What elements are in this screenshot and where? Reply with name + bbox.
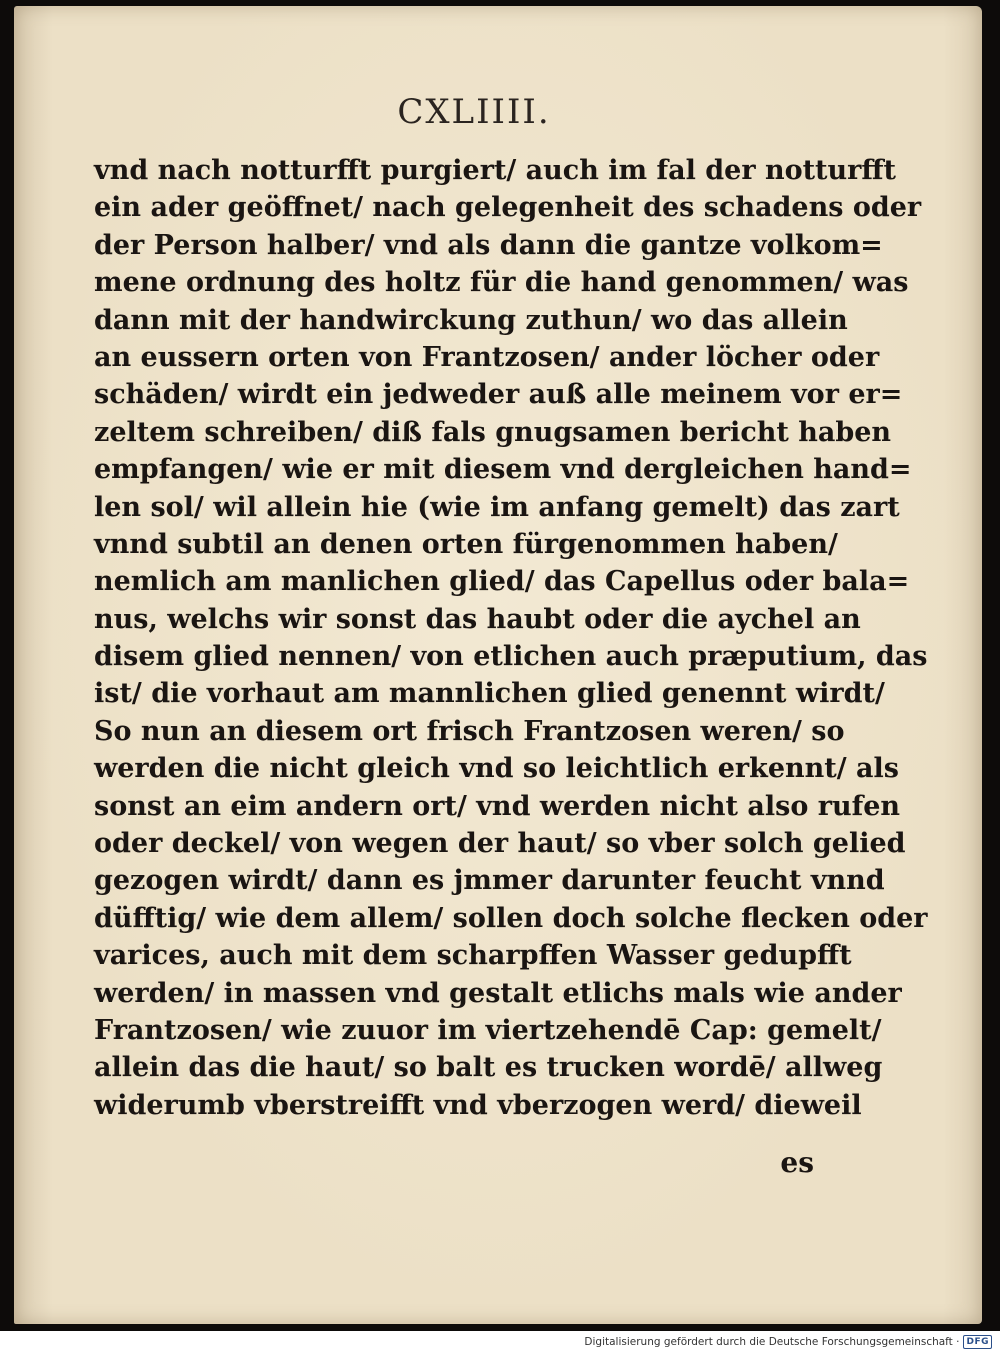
text-line: gezogen wirdt/ dann es jmmer darunter feucht vnnd bbox=[94, 865, 885, 897]
text-line: vnd nach notturfft purgiert/ auch im fal der notturfft bbox=[94, 155, 897, 186]
text-line: Frantzosen/ wie zuuor im viertzehendē Cap: gemelt/ bbox=[94, 1014, 882, 1046]
catchword: es bbox=[780, 1146, 814, 1179]
text-line: zeltem schreiben/ diß fals gnugsamen bericht haben bbox=[94, 416, 892, 448]
text-line: disem glied nennen/ von etlichen auch præputium, das bbox=[94, 641, 928, 673]
funding-footer bbox=[584, 1334, 992, 1350]
text-line: vnnd subtil an denen orten fürgenommen haben/ bbox=[94, 528, 838, 560]
text-line: len sol/ wil allein hie (wie im anfang gemelt) das zart bbox=[94, 491, 900, 523]
text-line: empfangen/ wie er mit diesem vnd dergleichen hand= bbox=[94, 454, 912, 486]
text-line: an eussern orten von Frantzosen/ ander löcher oder bbox=[94, 341, 880, 373]
text-line: dann mit der handwirckung zuthun/ wo das allein bbox=[94, 304, 848, 336]
text-line: allein das die haut/ so balt es trucken wordē/ allweg bbox=[94, 1052, 883, 1084]
text-line: oder deckel/ von wegen der haut/ so vber solch gelied bbox=[94, 828, 906, 860]
text-line: ist/ die vorhaut am mannlichen glied genennt wirdt/ bbox=[94, 678, 885, 710]
text-line: werden/ in massen vnd gestalt etlichs mals wie ander bbox=[94, 977, 902, 1009]
text-line: der Person halber/ vnd als dann die gantze volkom= bbox=[94, 229, 883, 261]
text-line: nemlich am manlichen glied/ das Capellus oder bala= bbox=[94, 566, 910, 598]
text-line: werden die nicht gleich vnd so leichtlich erkennt/ als bbox=[94, 753, 899, 785]
text-line: varices, auch mit dem scharpffen Wasser gedupfft bbox=[94, 940, 852, 972]
text-line: schäden/ wirdt ein jedweder auß alle meinem vor er= bbox=[94, 379, 903, 411]
text-line: düfftig/ wie dem allem/ sollen doch solche flecken oder bbox=[94, 902, 928, 934]
text-line: So nun an diesem ort frisch Frantzosen weren/ so bbox=[94, 715, 845, 747]
funding-credit: Digitalisierung gefördert durch die Deutsche Forschungsgemeinschaft · bbox=[584, 1336, 960, 1348]
text-block bbox=[94, 152, 928, 1124]
running-head: CXLIIII. bbox=[397, 92, 551, 132]
dfg-logo: DFG bbox=[963, 1335, 992, 1349]
text-line: ein ader geöffnet/ nach gelegenheit des schadens oder bbox=[94, 192, 922, 224]
text-line: nus, welchs wir sonst das haubt oder die aychel an bbox=[94, 603, 861, 635]
text-line: sonst an eim andern ort/ vnd werden nicht also rufen bbox=[94, 790, 901, 822]
text-line: widerumb vberstreifft vnd vberzogen werd/ dieweil bbox=[94, 1089, 862, 1121]
book-page bbox=[14, 6, 982, 1324]
text-line: mene ordnung des holtz für die hand genommen/ was bbox=[94, 267, 909, 299]
